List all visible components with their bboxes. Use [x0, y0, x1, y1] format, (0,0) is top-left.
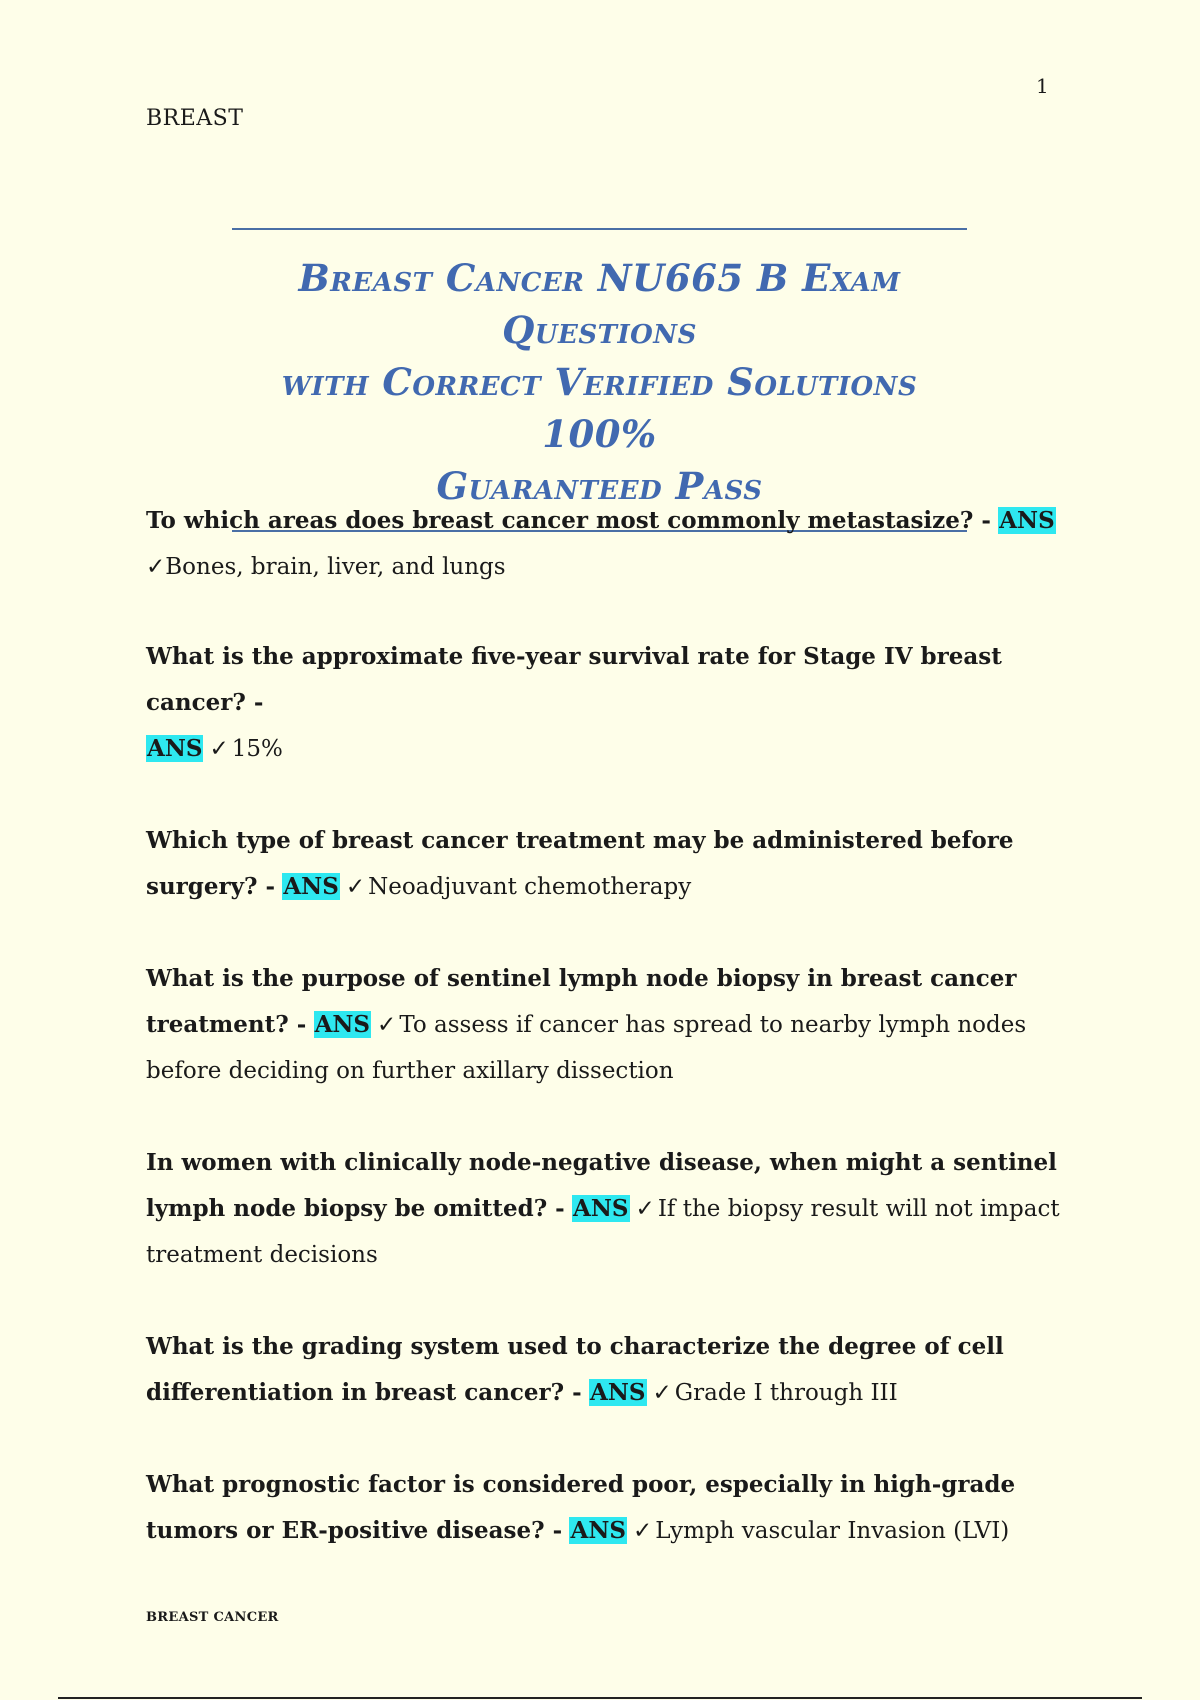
question-text: Which type of breast cancer treatment may be administered before surgery? -	[146, 827, 1014, 900]
check-icon: ✓	[345, 874, 366, 900]
question-text: To which areas does breast cancer most commonly metastasize? -	[146, 507, 991, 534]
qa-item	[146, 634, 1066, 772]
check-icon: ✓	[635, 1196, 655, 1222]
answer-text: If the biopsy result will not impact treatment decisions	[146, 1196, 1060, 1268]
question-text: What is the grading system used to characterize the degree of cell differentiation in breast cancer? -	[146, 1333, 1004, 1406]
page-number: 1	[1036, 74, 1049, 98]
check-icon: ✓	[377, 1012, 397, 1038]
ans-label: ANS	[314, 1011, 371, 1038]
qa-list	[146, 498, 1066, 1554]
qa-item	[146, 1140, 1066, 1278]
question-text: What prognostic factor is considered poor, especially in high-grade tumors or ER-positive disease? -	[146, 1471, 1016, 1544]
question-text: In women with clinically node-negative disease, when might a sentinel lymph node biopsy be omitted? -	[146, 1149, 1057, 1222]
title-line-3: Guaranteed Pass	[436, 464, 763, 508]
document-title	[232, 252, 967, 512]
answer-text: 15%	[231, 736, 283, 762]
answer-text: Lymph vascular Invasion (LVI)	[655, 1518, 1010, 1544]
title-line-2: with Correct Verified Solutions 100%	[281, 360, 918, 456]
title-line-1: Breast Cancer NU665 B Exam Questions	[298, 256, 901, 352]
qa-item	[146, 1324, 1066, 1416]
qa-item	[146, 818, 1066, 910]
running-footer: BREAST CANCER	[146, 1610, 279, 1625]
answer-text: To assess if cancer has spread to nearby lymph nodes before deciding on further axillary dissection	[146, 1012, 1027, 1084]
qa-item	[146, 498, 1066, 590]
check-icon: ✓	[209, 736, 229, 762]
ans-label: ANS	[573, 1195, 629, 1222]
check-icon: ✓	[632, 1518, 653, 1544]
question-text: What is the purpose of sentinel lymph node biopsy in breast cancer treatment? -	[146, 965, 1017, 1038]
check-icon: ✓	[652, 1380, 672, 1406]
qa-item	[146, 956, 1066, 1094]
qa-item	[146, 1462, 1066, 1554]
check-icon: ✓	[146, 554, 166, 580]
ans-label: ANS	[147, 735, 203, 762]
ans-label: ANS	[570, 1517, 626, 1544]
footer-divider	[58, 1697, 1142, 1699]
answer-text: Bones, brain, liver, and lungs	[165, 554, 506, 580]
answer-text: Grade I through III	[674, 1380, 898, 1406]
running-header: BREAST	[146, 106, 244, 131]
ans-label: ANS	[590, 1379, 646, 1406]
question-text: What is the approximate five-year survival rate for Stage IV breast cancer? -	[146, 643, 1002, 716]
ans-label: ANS	[999, 507, 1055, 534]
title-block	[232, 228, 967, 532]
answer-text: Neoadjuvant chemotherapy	[368, 874, 692, 900]
ans-label: ANS	[283, 873, 339, 900]
